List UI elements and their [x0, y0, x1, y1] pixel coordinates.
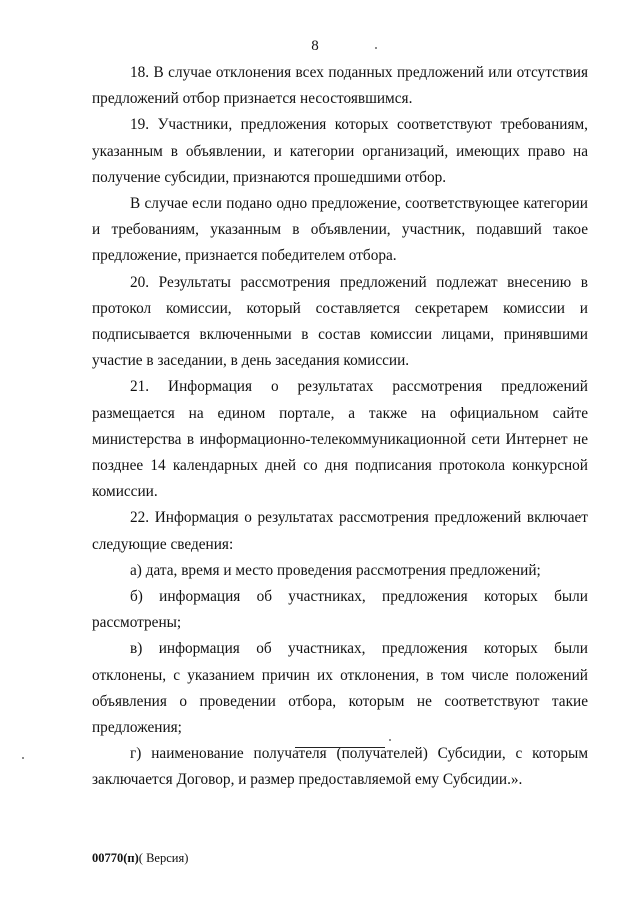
- scan-speck: [389, 739, 391, 741]
- paragraph-19: 19. Участники, предложения которых соответствуют требованиям, указанным в объявлении, и категории организаций, имеющих право на получение субсидии, признаются прошедшими отбор.: [92, 116, 588, 186]
- paragraph-20: 20. Результаты рассмотрения предложений подлежат внесению в протокол комиссии, который составляется секретарем комиссии и подписывается включенными в состав комиссии лицами, принявшими участие в заседании, в день заседания комиссии.: [92, 273, 588, 370]
- list-item-b: б) информация об участниках, предложения которых были рассмотрены;: [92, 588, 588, 632]
- list-item-a: а) дата, время и место проведения рассмотрения предложений;: [130, 561, 541, 579]
- document-code-version: ( Версия): [138, 851, 189, 865]
- document-body: [92, 60, 588, 794]
- paragraph-19-single-offer: В случае если подано одно предложение, соответствующее категории и требованиям, указанным в объявлении, участник, подавший такое предложение, признается победителем отбора.: [92, 195, 588, 265]
- page-number: 8: [311, 38, 319, 54]
- scan-speck: [375, 47, 377, 49]
- paragraph-18: 18. В случае отклонения всех поданных предложений или отсутствия предложений отбор признается несостоявшимся.: [92, 64, 588, 108]
- paragraph-22: 22. Информация о результатах рассмотрения предложений включает следующие сведения:: [92, 509, 588, 553]
- document-code-number: 00770(п): [92, 851, 139, 865]
- list-item-g: г) наименование получателя (получателей) Субсидии, с которым заключается Договор, и размер предоставляемой ему Субсидии.».: [92, 745, 588, 789]
- paragraph-21: 21. Информация о результатах рассмотрения предложений размещается на едином портале, а также на официальном сайте министерства в информационно-телекоммуникационной сети Интернет не позднее 14 календарных дней со дня подписания протокола конкурсной комиссии.: [92, 378, 588, 501]
- scan-speck: [22, 757, 24, 759]
- list-item-v: в) информация об участниках, предложения которых были отклонены, с указанием причин их отклонения, в том числе положений объявления о проведении отбора, которым не соответствуют такие предложения;: [92, 640, 588, 737]
- closing-rule: [295, 747, 385, 748]
- document-code: [92, 850, 188, 866]
